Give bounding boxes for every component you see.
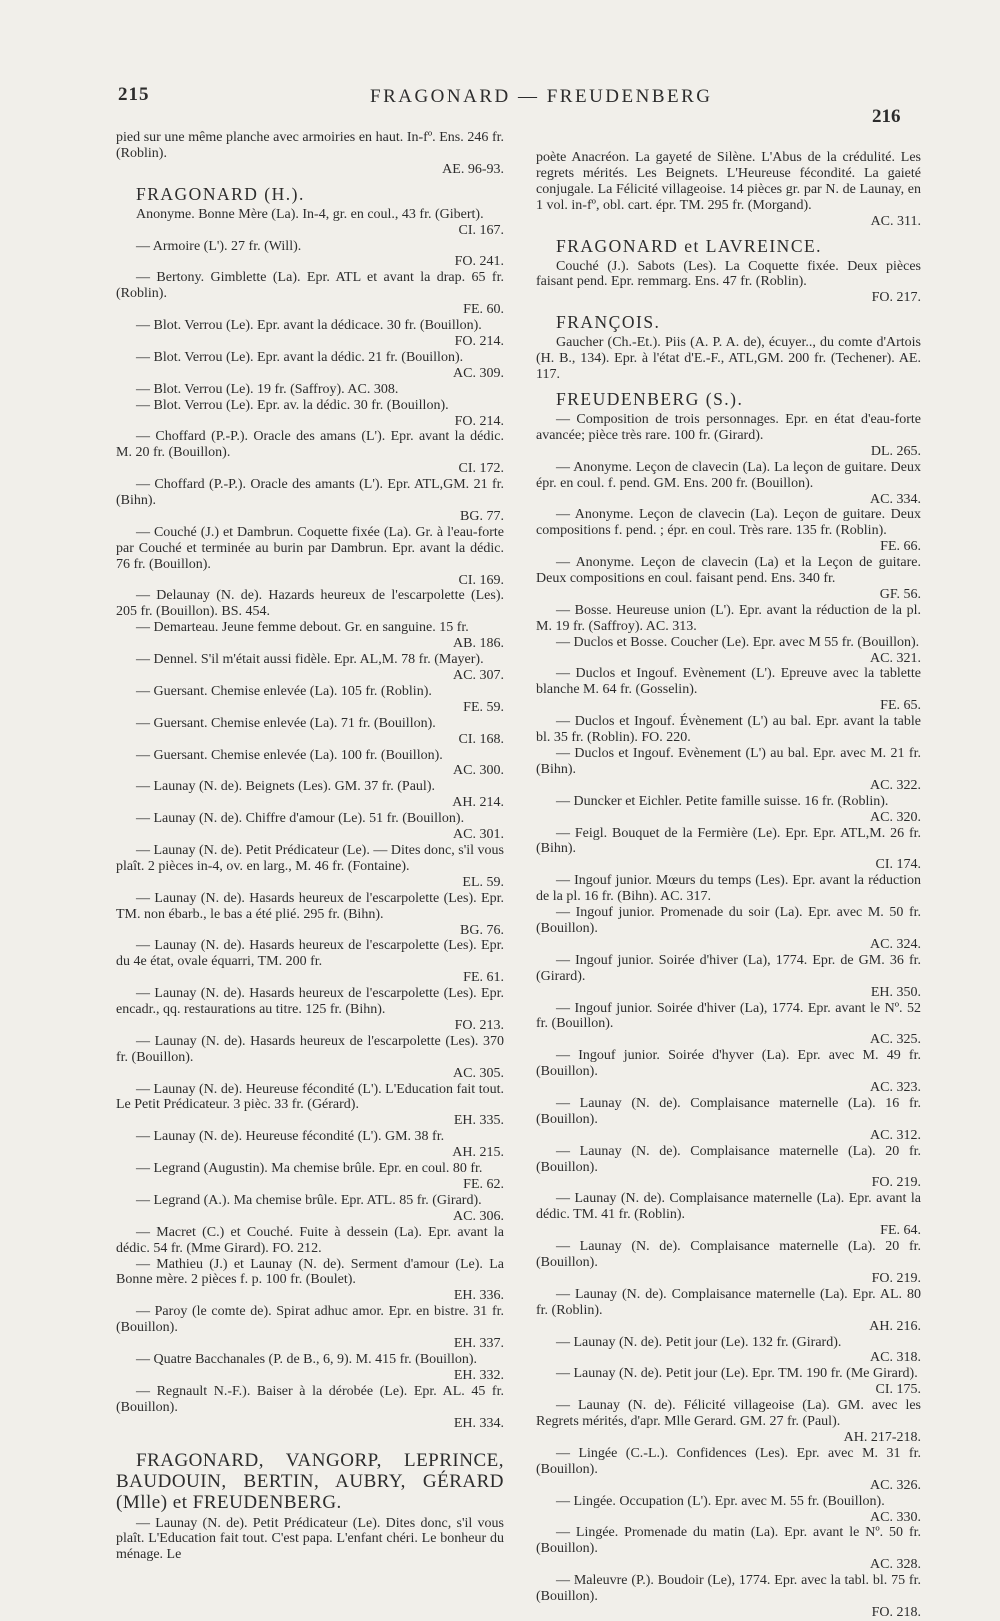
entry-reference: FE. 59.	[463, 699, 504, 715]
catalogue-entry	[536, 666, 921, 714]
entry-text: — Duclos et Ingouf. Évènement (L') au bal. Epr. avant la table bl. 35 fr. (Roblin). FO. 220.	[536, 714, 921, 746]
entry-text: — Macret (C.) et Couché. Fuite à dessein (La). Epr. avant la dédic. 54 fr. (Mme Girard). FO. 212.	[116, 1224, 504, 1256]
entry-text: — Maleuvre (P.). Boudoir (Le), 1774. Epr. avec la tabl. bl. 75 fr. (Bouillon).	[536, 1573, 921, 1605]
catalogue-entry	[116, 716, 504, 748]
entry-reference: AC. 334.	[870, 491, 921, 507]
entry-text: — Ingouf junior. Promenade du soir (La). Epr. avec M. 50 fr. (Bouillon).	[536, 905, 921, 936]
entry-reference: AC. 305.	[453, 1065, 504, 1081]
entry-text: pied sur une même planche avec armoiries en haut. In-fº. Ens. 246 fr. (Roblin).	[116, 130, 504, 161]
entry-reference: AB. 186.	[453, 636, 504, 652]
entry-text: — Lingée. Occupation (L'). Epr. avec M. 55 fr. (Bouillon).	[556, 1493, 885, 1509]
entry-text: — Legrand (Augustin). Ma chemise brûle. Epr. en coul. 80 fr.	[136, 1161, 483, 1177]
entry-text: — Duncker et Eichler. Petite famille suisse. 16 fr. (Roblin).	[556, 793, 889, 809]
catalogue-entry	[536, 1335, 921, 1367]
entry-reference: DL. 265.	[870, 443, 921, 459]
entry-reference: AH. 214.	[452, 795, 504, 811]
entry-text: poète Anacréon. La gayeté de Silène. L'Abus de la crédulité. Les regrets mérités. Les Beignets. L'Heureuse fécondité. La gaieté conjugale. La Félicité villageoise. 14 pièces gr. par N. de Launay, en 1 vol. in-fº, obl. cart. épr. TM. 295 fr. (Morgand).	[536, 150, 921, 213]
entry-text: — Launay (N. de). Complaisance maternelle (La). 20 fr. (Bouillon).	[536, 1143, 921, 1175]
entry-reference: AC. 322.	[870, 777, 921, 793]
catalogue-entry	[536, 1001, 921, 1049]
catalogue-entry	[116, 207, 504, 239]
right-column	[536, 150, 921, 1621]
catalogue-entry	[116, 891, 504, 939]
catalogue-entry	[116, 748, 504, 780]
entry-reference: AC. 307.	[453, 668, 504, 683]
catalogue-entry	[536, 1191, 921, 1239]
entry-text: — Choffard (P.-P.). Oracle des amans (L'). Epr. avant la dédic. M. 20 fr. (Bouillon).	[116, 429, 504, 461]
section-heading: FRAGONARD, VANGORP, LEPRINCE, BAUDOUIN, BERTIN, AUBRY, GÉRARD (Mlle) et FREUDENBERG.	[116, 1449, 504, 1513]
catalogue-entry	[116, 779, 504, 811]
catalogue-entry	[116, 1257, 504, 1305]
entry-reference: GF. 56.	[879, 586, 921, 602]
entry-reference: FO. 219.	[871, 1270, 921, 1286]
entry-text: — Anonyme. Leçon de clavecin (La). Leçon de guitare. Deux compositions f. pend. ; épr. en coul. Très rare. 135 fr. (Roblin).	[536, 507, 921, 539]
catalogue-entry	[536, 1287, 921, 1335]
catalogue-entry	[536, 150, 921, 230]
entry-text: — Launay (N. de). Complaisance maternelle (La). 20 fr. (Bouillon).	[536, 1239, 921, 1270]
entry-reference: AH. 217-218.	[843, 1429, 921, 1445]
catalogue-entry	[536, 905, 921, 953]
entry-reference: AE. 96-93.	[442, 161, 504, 177]
catalogue-entry	[536, 1573, 921, 1621]
entry-text: — Armoire (L'). 27 fr. (Will).	[136, 238, 302, 254]
entry-reference: EL. 59.	[462, 874, 504, 890]
entry-text: — Bosse. Heureuse union (L'). Epr. avant la réduction de la pl. M. 19 fr. (Saffroy). AC. 313.	[536, 602, 921, 634]
entry-reference: AC. 320.	[870, 809, 921, 825]
catalogue-entry	[116, 1082, 504, 1130]
entry-text: — Quatre Bacchanales (P. de B., 6, 9). M. 415 fr. (Bouillon).	[136, 1351, 477, 1367]
entry-reference: FO. 241.	[454, 254, 504, 270]
entry-reference: FO. 214.	[454, 333, 504, 349]
entry-text: — Launay (N. de). Petit Prédicateur (Le). — Dites donc, s'il vous plaît. 2 pièces in-4, ov. en larg., M. 46 fr. (Fontaine).	[116, 842, 504, 874]
entry-reference: FO. 218.	[871, 1604, 921, 1620]
entry-reference: FE. 61.	[463, 970, 504, 986]
entry-text: Anonyme. Bonne Mère (La). In-4, gr. en coul., 43 fr. (Gibert).	[136, 206, 484, 222]
catalogue-entry	[116, 652, 504, 684]
entry-text: — Ingouf junior. Soirée d'hiver (La), 1774. Epr. avant le Nº. 52 fr. (Bouillon).	[536, 1000, 921, 1032]
entry-text: — Launay (N. de). Petit jour (Le). Epr. TM. 190 fr. (Me Girard).	[556, 1366, 918, 1382]
entry-reference: FE. 65.	[880, 698, 921, 714]
entry-text: — Duclos et Ingouf. Evènement (L'). Epreuve avec la tablette blanche M. 64 fr. (Gosselin).	[536, 666, 921, 698]
entry-reference: AC. 309.	[453, 365, 504, 381]
catalogue-entry	[536, 460, 921, 508]
catalogue-entry	[536, 873, 921, 905]
entry-reference: CI. 172.	[458, 461, 504, 477]
entry-text: — Launay (N. de). Chiffre d'amour (Le). 51 fr. (Bouillon).	[136, 811, 465, 827]
catalogue-entry	[536, 1048, 921, 1096]
entry-reference: BG. 76.	[460, 922, 504, 938]
entry-reference: FO. 214.	[454, 413, 504, 429]
entry-reference: FO. 213.	[454, 1017, 504, 1033]
entry-text: — Launay (N. de). Beignets (Les). GM. 37 fr. (Paul).	[136, 779, 435, 795]
entry-reference: AC. 318.	[870, 1350, 921, 1366]
catalogue-entry	[116, 811, 504, 843]
entry-text: — Launay (N. de). Hasards heureux de l'escarpolette (Les). Epr. encadr., qq. restaurations au titre. 125 fr. (Bihn).	[116, 986, 504, 1018]
entry-text: — Launay (N. de). Heureuse fécondité (L'). GM. 38 fr.	[136, 1129, 445, 1145]
section-heading: FREUDENBERG (S.).	[556, 388, 744, 409]
catalogue-entry	[116, 429, 504, 477]
entry-text: — Lingée. Promenade du matin (La). Epr. avant le Nº. 50 fr. (Bouillon).	[536, 1525, 921, 1557]
entry-reference: AC. 324.	[870, 936, 921, 952]
entry-reference: AC. 330.	[870, 1509, 921, 1525]
entry-reference: AH. 215.	[452, 1145, 504, 1161]
catalogue-entry	[536, 953, 921, 1001]
entry-text: — Ingouf junior. Soirée d'hyver (La). Epr. avec M. 49 fr. (Bouillon).	[536, 1048, 921, 1080]
entry-reference: AC. 306.	[453, 1208, 504, 1224]
entry-reference: AC. 326.	[870, 1477, 921, 1493]
entry-reference: AC. 311.	[870, 213, 921, 229]
entry-reference: CI. 174.	[875, 857, 921, 873]
entry-reference: EH. 337.	[453, 1336, 504, 1352]
catalogue-entry	[116, 350, 504, 382]
entry-text: Couché (J.). Sabots (Les). La Coquette fixée. Deux pièces faisant pend. Epr. remmarg. Ens. 47 fr. (Roblin).	[536, 258, 921, 290]
entry-reference: FO. 219.	[871, 1175, 921, 1191]
entry-reference: FE. 62.	[463, 1177, 504, 1192]
entry-reference: AC. 321.	[870, 650, 921, 666]
entry-reference: EH. 335.	[453, 1113, 504, 1129]
catalogue-entry	[116, 1384, 504, 1432]
entry-text: — Blot. Verrou (Le). 19 fr. (Saffroy). AC. 308.	[136, 381, 399, 397]
catalogue-entry	[116, 588, 504, 620]
entry-reference: FE. 66.	[880, 539, 921, 555]
entry-text: — Blot. Verrou (Le). Epr. avant la dédicace. 30 fr. (Bouillon).	[136, 318, 482, 334]
entry-text: — Duclos et Ingouf. Evènement (L') au bal. Epr. avec M. 21 fr. (Bihn).	[536, 746, 921, 777]
catalogue-entry	[536, 1366, 921, 1398]
entry-text: — Dennel. S'il m'était aussi fidèle. Epr. AL,M. 78 fr. (Mayer).	[136, 652, 484, 668]
catalogue-entry	[536, 1446, 921, 1494]
catalogue-entry	[536, 746, 921, 794]
entry-text: — Guersant. Chemise enlevée (La). 71 fr. (Bouillon).	[136, 715, 436, 731]
entry-text: — Ingouf junior. Mœurs du temps (Les). Epr. avant la réduction de la pl. 16 fr. (Bihn). AC. 317.	[536, 873, 921, 905]
catalogue-entry	[116, 986, 504, 1034]
entry-reference: CI. 169.	[458, 572, 504, 588]
entry-reference: FE. 60.	[463, 302, 504, 318]
catalogue-entry	[536, 794, 921, 826]
catalogue-entry	[116, 1225, 504, 1257]
entry-reference: BG. 77.	[460, 508, 504, 524]
entry-text: — Legrand (A.). Ma chemise brûle. Epr. ATL. 85 fr. (Girard).	[136, 1192, 482, 1208]
running-head: FRAGONARD — FREUDENBERG	[370, 86, 713, 107]
entry-reference: EH. 336.	[453, 1288, 504, 1304]
entry-text: — Launay (N. de). Complaisance maternelle (La). Epr. avant la dédic. TM. 41 fr. (Roblin).	[536, 1191, 921, 1223]
catalogue-entry	[116, 1129, 504, 1161]
section-heading: FRAGONARD (H.).	[136, 183, 305, 204]
entry-text: — Paroy (le comte de). Spirat adhuc amor. Epr. en bistre. 31 fr. (Bouillon).	[116, 1304, 504, 1336]
catalogue-entry	[116, 318, 504, 350]
catalogue-entry	[116, 1516, 504, 1564]
entry-text: — Launay (N. de). Hasards heureux de l'escarpolette (Les). 370 fr. (Bouillon).	[116, 1033, 504, 1065]
entry-reference: AC. 328.	[870, 1557, 921, 1573]
catalogue-entry	[536, 826, 921, 874]
catalogue-entry	[116, 1304, 504, 1352]
catalogue-entry	[536, 1398, 921, 1446]
catalogue-entry	[536, 1144, 921, 1192]
entry-reference: AC. 325.	[870, 1032, 921, 1048]
entry-reference: AC. 323.	[870, 1080, 921, 1096]
entry-text: — Launay (N. de). Complaisance maternelle (La). Epr. AL. 80 fr. (Roblin).	[536, 1286, 921, 1318]
entry-text: — Ingouf junior. Soirée d'hiver (La), 1774. Epr. de GM. 36 fr. (Girard).	[536, 952, 921, 984]
entry-text: — Couché (J.) et Dambrun. Coquette fixée (La). Gr. à l'eau-forte par Couché et terminée au burin par Dambrun. Epr. avant la dédic. 76 fr. (Bouillon).	[116, 524, 504, 572]
catalogue-entry	[116, 270, 504, 318]
entry-text: — Lingée (C.-L.). Confidences (Les). Epr. avec M. 31 fr. (Bouillon).	[536, 1445, 921, 1477]
entry-reference: AC. 301.	[453, 827, 504, 843]
section-heading: FRAGONARD et LAVREINCE.	[556, 235, 823, 256]
catalogue-entry	[536, 259, 921, 307]
entry-text: — Launay (N. de). Petit jour (Le). 132 fr. (Girard).	[556, 1334, 842, 1350]
entry-text: — Guersant. Chemise enlevée (La). 100 fr. (Bouillon).	[136, 747, 443, 763]
entry-reference: EH. 350.	[870, 984, 921, 1000]
entry-reference: FE. 64.	[880, 1223, 921, 1239]
entry-text: — Guersant. Chemise enlevée (La). 105 fr. (Roblin).	[136, 683, 432, 699]
entry-text: — Launay (N. de). Hasards heureux de l'escarpolette (Les). Epr. du 4e état, ovale équarri, TM. 200 fr.	[116, 938, 504, 970]
catalogue-entry	[116, 684, 504, 716]
entry-text: — Anonyme. Leçon de clavecin (La). La leçon de guitare. Deux épr. en coul. f. pend. GM. Ens. 200 fr. (Bouillon).	[536, 459, 921, 491]
entry-text: — Composition de trois personnages. Epr. en état d'eau-forte avancée; pièce très rare. 100 fr. (Girard).	[536, 411, 921, 443]
entry-text: — Demarteau. Jeune femme debout. Gr. en sanguine. 15 fr.	[136, 620, 469, 636]
entry-text: — Blot. Verrou (Le). Epr. av. la dédic. 30 fr. (Bouillon).	[136, 397, 449, 413]
entry-reference: AC. 312.	[870, 1127, 921, 1143]
entry-text: — Launay (N. de). Complaisance maternelle (La). 16 fr. (Bouillon).	[536, 1095, 921, 1127]
entry-text: — Anonyme. Leçon de clavecin (La) et la Leçon de guitare. Deux compositions en coul. faisant pend. Ens. 340 fr.	[536, 555, 921, 587]
catalogue-entry	[536, 714, 921, 746]
entry-text: Gaucher (Ch.-Et.). Piis (A. P. A. de), écuyer.., du comte d'Artois (H. B., 134). Epr. à l'état d'E.-F., ATL,GM. 200 fr. (Techener). AE. 117.	[536, 335, 921, 383]
entry-reference: EH. 332.	[453, 1367, 504, 1383]
entry-reference: CI. 167.	[458, 222, 504, 238]
catalogue-entry	[116, 1352, 504, 1384]
catalogue-entry	[536, 1096, 921, 1144]
entry-reference: EH. 334.	[453, 1415, 504, 1431]
entry-text: — Launay (N. de). Félicité villageoise (La). GM. avec les Regrets mérités, d'apr. Mlle Gerard. GM. 27 fr. (Paul).	[536, 1398, 921, 1430]
catalogue-entry	[116, 1193, 504, 1225]
catalogue-entry	[116, 525, 504, 589]
page-number-right: 216	[872, 106, 901, 127]
catalogue-entry	[116, 239, 504, 271]
entry-text: — Mathieu (J.) et Launay (N. de). Serment d'amour (Le). La Bonne mère. 2 pièces f. p. 100 fr. (Boulet).	[116, 1256, 504, 1288]
entry-text: — Delaunay (N. de). Hazards heureux de l'escarpolette (Les). 205 fr. (Bouillon). BS. 454.	[116, 588, 504, 620]
entry-text: — Regnault N.-F.). Baiser à la dérobée (Le). Epr. AL. 45 fr. (Bouillon).	[116, 1383, 504, 1415]
entry-reference: AC. 300.	[453, 763, 504, 779]
catalogue-entry	[116, 1034, 504, 1082]
entry-text: — Launay (N. de). Heureuse fécondité (L'). L'Education fait tout. Le Petit Prédicateur. 3 pièc. 33 fr. (Gérard).	[116, 1081, 504, 1113]
catalogue-entry	[536, 555, 921, 603]
catalogue-entry	[116, 620, 504, 652]
entry-reference: AH. 216.	[869, 1318, 921, 1334]
catalogue-entry	[116, 130, 504, 178]
entry-text: — Launay (N. de). Hasards heureux de l'escarpolette (Les). Epr. TM. non ébarb., le bas a été plié. 295 fr. (Bihn).	[116, 890, 504, 922]
catalogue-entry	[536, 1525, 921, 1573]
entry-text: — Blot. Verrou (Le). Epr. avant la dédic. 21 fr. (Bouillon).	[136, 349, 464, 365]
entry-text: — Bertony. Gimblette (La). Epr. ATL et avant la drap. 65 fr. (Roblin).	[116, 270, 504, 302]
left-column	[116, 130, 504, 1563]
catalogue-entry	[536, 603, 921, 635]
page-number-left: 215	[118, 84, 150, 105]
entry-text: — Launay (N. de). Petit Prédicateur (Le). Dites donc, s'il vous plaît. L'Education fait tout. C'est papa. L'enfant chéri. Le bonheur du ménage. Le	[116, 1515, 504, 1563]
catalogue-entry	[536, 1239, 921, 1287]
section-heading: FRANÇOIS.	[556, 312, 661, 333]
catalogue-entry	[116, 382, 504, 398]
entry-reference: CI. 175.	[875, 1382, 921, 1398]
catalogue-entry	[116, 477, 504, 525]
entry-text: — Feigl. Bouquet de la Fermière (Le). Epr. Epr. ATL,M. 26 fr. (Bihn).	[536, 825, 921, 857]
catalogue-entry	[116, 398, 504, 430]
catalogue-entry	[536, 1494, 921, 1526]
entry-text: — Duclos et Bosse. Coucher (Le). Epr. avec M 55 fr. (Bouillon).	[556, 634, 920, 650]
catalogue-entry	[536, 412, 921, 460]
catalogue-entry	[536, 507, 921, 555]
catalogue-entry	[116, 843, 504, 891]
catalogue-entry	[536, 335, 921, 383]
catalogue-entry	[536, 635, 921, 667]
entry-text: — Choffard (P.-P.). Oracle des amants (L'). Epr. ATL,GM. 21 fr. (Bihn).	[116, 477, 504, 509]
entry-reference: CI. 168.	[458, 731, 504, 747]
catalogue-entry	[116, 938, 504, 986]
catalogue-entry	[116, 1161, 504, 1193]
entry-reference: FO. 217.	[871, 290, 921, 306]
